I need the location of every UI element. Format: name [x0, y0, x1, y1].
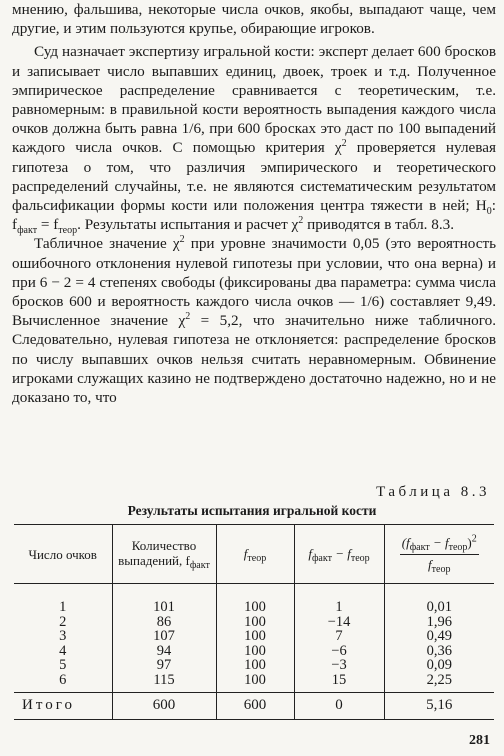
- paragraph-2-text-f: приводятся в табл. 8.3.: [303, 216, 455, 234]
- h0-subscript: 0: [486, 206, 492, 218]
- table-row: [14, 644, 494, 659]
- cell-chi-term: 0,36: [384, 644, 494, 659]
- header-difference-f2: − f: [331, 545, 351, 561]
- table-total-row: [14, 692, 494, 719]
- cell-count: 97: [112, 658, 216, 673]
- numerator-sub-a: факт: [409, 541, 430, 553]
- paragraph-3-text-a: Табличное значение χ: [34, 235, 180, 253]
- cell-points: 2: [14, 615, 112, 630]
- header-count: [112, 525, 216, 584]
- header-count-line2: выпадений, f: [118, 553, 190, 568]
- numerator-part-a: (f: [401, 534, 410, 550]
- cell-f-teor: 100: [216, 658, 294, 673]
- chi-term-numerator: [400, 535, 479, 555]
- cell-chi-term: 0,49: [384, 629, 494, 644]
- cell-points: 6: [14, 673, 112, 692]
- cell-chi-term: 0,01: [384, 584, 494, 615]
- header-count-subscript: факт: [189, 560, 210, 571]
- table-caption: Таблица 8.3: [376, 484, 490, 500]
- paragraph-2: [12, 42, 496, 237]
- table-header-row: [14, 525, 494, 584]
- cell-points: 4: [14, 644, 112, 659]
- paragraph-3-text-b: при уровне значимости 0,05 (это вероятность ошибочного отклонения нулевой гипотезы при условии, что она верна) и при 6 − 2 = 4 степенях свободы (фиксированы два параметра: сумма числа бросков 600 и вероятность каждого числа очков — 1/6) составляет 9,49. Вычисленное значение χ: [12, 235, 497, 330]
- paragraph-3-text-c: = 5,2, что значительно ниже табличного. Следовательно, нулевая гипотеза не отклоняется: распределение бросков по числу выпавших очков нельзя считать неравномерным. Обвинение игроками служащих казино не подтверждено достаточно надежно, но и не доказано то, что: [12, 312, 497, 407]
- cell-difference: 7: [294, 629, 384, 644]
- numerator-part-b: − f: [429, 534, 449, 550]
- cell-difference: −3: [294, 658, 384, 673]
- numerator-exponent: 2: [471, 533, 477, 545]
- header-difference: [294, 525, 384, 584]
- results-table: [14, 524, 494, 720]
- total-count: 600: [112, 692, 216, 719]
- paragraph-2-text-b: проверяется нулевая гипотеза о том, что различия эмпирического и теоретического распределений случайны, т.е. не являются систематическим результатом фальсификации формы кости или положения центра тяжести в ней; H: [12, 139, 496, 215]
- chi-square-exponent: 2: [341, 138, 347, 150]
- header-difference-f1: f: [308, 545, 312, 561]
- page-number: 281: [469, 733, 490, 748]
- header-difference-sub1: факт: [311, 552, 332, 564]
- body-text: [12, 0, 496, 407]
- total-f-teor: 600: [216, 692, 294, 719]
- paragraph-2-text-e: . Результаты испытания и расчет χ: [77, 216, 299, 234]
- paragraph-2-text-d: = f: [37, 216, 59, 234]
- cell-count: 86: [112, 615, 216, 630]
- table-row: [14, 584, 494, 615]
- header-count-line1: Количество: [131, 538, 197, 553]
- f-fact-subscript: факт: [17, 225, 38, 237]
- total-label: Итого: [14, 692, 112, 719]
- header-chi-term: [384, 525, 494, 584]
- paragraph-1: мнению, фальшива, некоторые числа очков, якобы, выпадают чаще, чем другие, и этим пользуются крупье, обирающие игроков.: [12, 1, 496, 38]
- denominator-f: f: [428, 556, 432, 572]
- cell-difference: 15: [294, 673, 384, 692]
- denominator-sub: теор: [431, 563, 451, 575]
- paragraph-2-text-c: : f: [12, 197, 496, 234]
- header-f-teor-subscript: теор: [247, 552, 267, 564]
- header-points: Число очков: [14, 525, 112, 584]
- header-difference-sub2: теор: [350, 552, 370, 564]
- cell-f-teor: 100: [216, 673, 294, 692]
- numerator-sub-b: теор: [448, 541, 468, 553]
- cell-chi-term: 2,25: [384, 673, 494, 692]
- table-row: [14, 673, 494, 692]
- f-teor-subscript: теор: [58, 225, 78, 237]
- cell-chi-term: 0,09: [384, 658, 494, 673]
- chi-term-denominator: [400, 555, 479, 574]
- table-title: Результаты испытания игральной кости: [127, 503, 377, 518]
- paragraph-3: [12, 234, 496, 407]
- table-row: [14, 658, 494, 673]
- cell-f-teor: 100: [216, 615, 294, 630]
- header-f-teor-symbol: f: [243, 545, 248, 561]
- cell-count: 115: [112, 673, 216, 692]
- table-row: [14, 615, 494, 630]
- cell-count: 101: [112, 584, 216, 615]
- table-row: [14, 629, 494, 644]
- header-f-teor: [216, 525, 294, 584]
- numerator-part-c: ): [467, 534, 472, 550]
- cell-count: 94: [112, 644, 216, 659]
- chi-term-fraction: [400, 535, 479, 574]
- total-difference: 0: [294, 692, 384, 719]
- cell-points: 5: [14, 658, 112, 673]
- chi-square-exponent: 2: [179, 234, 185, 246]
- cell-points: 1: [14, 584, 112, 615]
- chi-square-exponent: 2: [185, 311, 191, 323]
- cell-f-teor: 100: [216, 584, 294, 615]
- cell-chi-term: 1,96: [384, 615, 494, 630]
- chi-square-exponent: 2: [298, 215, 304, 227]
- total-chi-square: 5,16: [384, 692, 494, 719]
- cell-difference: 1: [294, 584, 384, 615]
- cell-points: 3: [14, 629, 112, 644]
- cell-f-teor: 100: [216, 629, 294, 644]
- cell-difference: −6: [294, 644, 384, 659]
- cell-difference: −14: [294, 615, 384, 630]
- cell-f-teor: 100: [216, 644, 294, 659]
- cell-count: 107: [112, 629, 216, 644]
- paragraph-2-text-a: Суд назначает экспертизу игральной кости: эксперт делает 600 бросков и записывает число выпавших единиц, двоек, троек и т.д. Полученное эмпирическое распределение сравнивается с теоретическим, т.е. равномерным: в правильной кости вероятность выпадения каждого числа очков должна быть равна 1/6, при 600 бросках это даст по 100 выпадений каждого числа очков. С помощью критерия χ: [12, 43, 496, 157]
